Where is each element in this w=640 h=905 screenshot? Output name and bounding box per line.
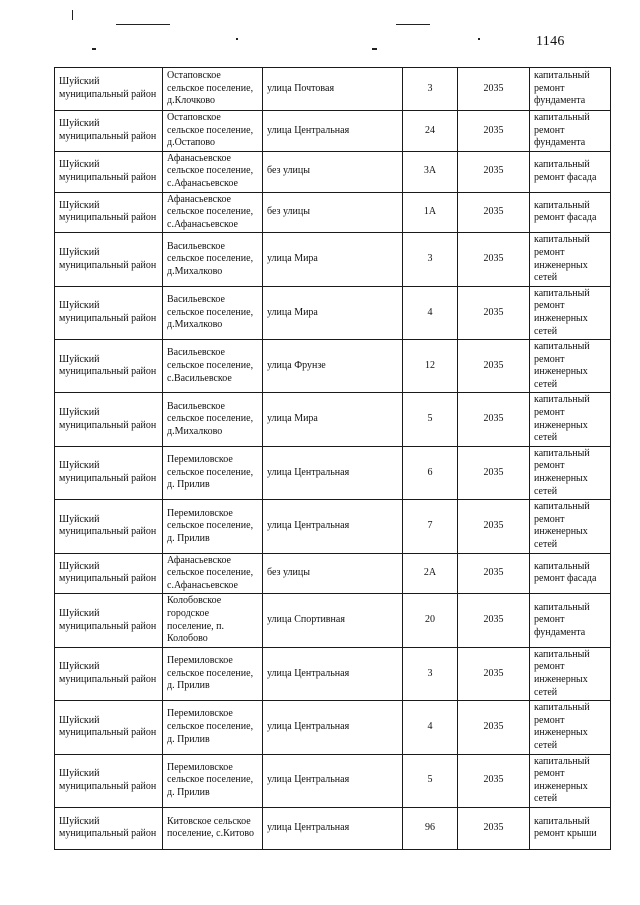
table-row: [55, 647, 611, 700]
district-cell: Шуйский муниципальный район: [55, 647, 163, 700]
work-type-cell: капитальный ремонт фасада: [530, 151, 611, 192]
street-cell: улица Центральная: [263, 500, 403, 553]
settlement-cell: Афанасьевское сельское поселение, с.Афанасьевское: [163, 151, 263, 192]
year-cell: 2035: [458, 446, 530, 499]
district-cell: Шуйский муниципальный район: [55, 807, 163, 849]
year-cell: 2035: [458, 807, 530, 849]
district-cell: Шуйский муниципальный район: [55, 500, 163, 553]
year-cell: 2035: [458, 233, 530, 286]
settlement-cell: Перемиловское сельское поселение, д. Прилив: [163, 647, 263, 700]
street-cell: без улицы: [263, 192, 403, 233]
street-cell: улица Центральная: [263, 647, 403, 700]
settlement-cell: Остаповское сельское поселение, д.Остапово: [163, 111, 263, 152]
settlement-cell: Васильевское сельское поселение, д.Михалково: [163, 233, 263, 286]
year-cell: 2035: [458, 594, 530, 647]
scan-dot-1: [92, 48, 96, 50]
scan-dot-4: [478, 38, 480, 40]
table-row: [55, 340, 611, 393]
house-number-cell: 6: [403, 446, 458, 499]
year-cell: 2035: [458, 111, 530, 152]
repair-registry-table: [54, 67, 611, 850]
year-cell: 2035: [458, 192, 530, 233]
table-row: [55, 68, 611, 111]
house-number-cell: 1А: [403, 192, 458, 233]
table-row: [55, 446, 611, 499]
district-cell: Шуйский муниципальный район: [55, 340, 163, 393]
work-type-cell: капитальный ремонт фасада: [530, 553, 611, 594]
table-row: [55, 553, 611, 594]
table-row: [55, 192, 611, 233]
scan-mark-left: [72, 10, 73, 20]
year-cell: 2035: [458, 286, 530, 339]
table-row: [55, 754, 611, 807]
work-type-cell: капитальный ремонт инженерных сетей: [530, 393, 611, 446]
district-cell: Шуйский муниципальный район: [55, 594, 163, 647]
street-cell: улица Почтовая: [263, 68, 403, 111]
work-type-cell: капитальный ремонт инженерных сетей: [530, 647, 611, 700]
district-cell: Шуйский муниципальный район: [55, 192, 163, 233]
work-type-cell: капитальный ремонт крыши: [530, 807, 611, 849]
house-number-cell: 4: [403, 286, 458, 339]
year-cell: 2035: [458, 340, 530, 393]
district-cell: Шуйский муниципальный район: [55, 111, 163, 152]
house-number-cell: 5: [403, 393, 458, 446]
street-cell: улица Центральная: [263, 807, 403, 849]
house-number-cell: 2А: [403, 553, 458, 594]
table-row: [55, 151, 611, 192]
house-number-cell: 5: [403, 754, 458, 807]
table-row: [55, 807, 611, 849]
street-cell: улица Спортивная: [263, 594, 403, 647]
work-type-cell: капитальный ремонт инженерных сетей: [530, 754, 611, 807]
settlement-cell: Перемиловское сельское поселение, д. Прилив: [163, 754, 263, 807]
house-number-cell: 12: [403, 340, 458, 393]
settlement-cell: Афанасьевское сельское поселение, с.Афанасьевское: [163, 192, 263, 233]
work-type-cell: капитальный ремонт фундамента: [530, 111, 611, 152]
house-number-cell: 3: [403, 233, 458, 286]
work-type-cell: капитальный ремонт инженерных сетей: [530, 701, 611, 754]
work-type-cell: капитальный ремонт фасада: [530, 192, 611, 233]
house-number-cell: 20: [403, 594, 458, 647]
street-cell: без улицы: [263, 151, 403, 192]
table-row: [55, 233, 611, 286]
district-cell: Шуйский муниципальный район: [55, 754, 163, 807]
table-row: [55, 701, 611, 754]
street-cell: улица Центральная: [263, 111, 403, 152]
year-cell: 2035: [458, 393, 530, 446]
table-row: [55, 594, 611, 647]
district-cell: Шуйский муниципальный район: [55, 701, 163, 754]
district-cell: Шуйский муниципальный район: [55, 233, 163, 286]
scan-dot-3: [236, 38, 238, 40]
house-number-cell: 96: [403, 807, 458, 849]
page-number: 1146: [536, 34, 565, 49]
street-cell: без улицы: [263, 553, 403, 594]
work-type-cell: капитальный ремонт инженерных сетей: [530, 500, 611, 553]
street-cell: улица Центральная: [263, 701, 403, 754]
registry-body: [55, 68, 611, 850]
street-cell: улица Фрунзе: [263, 340, 403, 393]
table-row: [55, 393, 611, 446]
scan-dash-2: [396, 24, 430, 25]
district-cell: Шуйский муниципальный район: [55, 446, 163, 499]
year-cell: 2035: [458, 553, 530, 594]
settlement-cell: Перемиловское сельское поселение, д. Прилив: [163, 500, 263, 553]
street-cell: улица Центральная: [263, 446, 403, 499]
work-type-cell: капитальный ремонт инженерных сетей: [530, 233, 611, 286]
district-cell: Шуйский муниципальный район: [55, 553, 163, 594]
house-number-cell: 3: [403, 647, 458, 700]
house-number-cell: 7: [403, 500, 458, 553]
year-cell: 2035: [458, 68, 530, 111]
scan-dash-1: [116, 24, 170, 25]
work-type-cell: капитальный ремонт инженерных сетей: [530, 446, 611, 499]
district-cell: Шуйский муниципальный район: [55, 151, 163, 192]
table-row: [55, 286, 611, 339]
work-type-cell: капитальный ремонт инженерных сетей: [530, 340, 611, 393]
year-cell: 2035: [458, 151, 530, 192]
year-cell: 2035: [458, 701, 530, 754]
house-number-cell: 3: [403, 68, 458, 111]
work-type-cell: капитальный ремонт фундамента: [530, 594, 611, 647]
district-cell: Шуйский муниципальный район: [55, 393, 163, 446]
settlement-cell: Васильевское сельское поселение, д.Михалково: [163, 393, 263, 446]
settlement-cell: Перемиловское сельское поселение, д. Прилив: [163, 701, 263, 754]
year-cell: 2035: [458, 647, 530, 700]
table-row: [55, 500, 611, 553]
street-cell: улица Мира: [263, 286, 403, 339]
year-cell: 2035: [458, 754, 530, 807]
settlement-cell: Васильевское сельское поселение, с.Васильевское: [163, 340, 263, 393]
table-row: [55, 111, 611, 152]
settlement-cell: Остаповское сельское поселение, д.Клочково: [163, 68, 263, 111]
settlement-cell: Китовское сельское поселение, с.Китово: [163, 807, 263, 849]
street-cell: улица Центральная: [263, 754, 403, 807]
house-number-cell: 4: [403, 701, 458, 754]
work-type-cell: капитальный ремонт фундамента: [530, 68, 611, 111]
district-cell: Шуйский муниципальный район: [55, 68, 163, 111]
settlement-cell: Перемиловское сельское поселение, д. Прилив: [163, 446, 263, 499]
year-cell: 2035: [458, 500, 530, 553]
street-cell: улица Мира: [263, 233, 403, 286]
settlement-cell: Васильевское сельское поселение, д.Михалково: [163, 286, 263, 339]
district-cell: Шуйский муниципальный район: [55, 286, 163, 339]
settlement-cell: Колобовское городское поселение, п. Колобово: [163, 594, 263, 647]
work-type-cell: капитальный ремонт инженерных сетей: [530, 286, 611, 339]
settlement-cell: Афанасьевское сельское поселение, с.Афанасьевское: [163, 553, 263, 594]
house-number-cell: 24: [403, 111, 458, 152]
house-number-cell: 3А: [403, 151, 458, 192]
scan-dot-2: [372, 48, 377, 50]
street-cell: улица Мира: [263, 393, 403, 446]
